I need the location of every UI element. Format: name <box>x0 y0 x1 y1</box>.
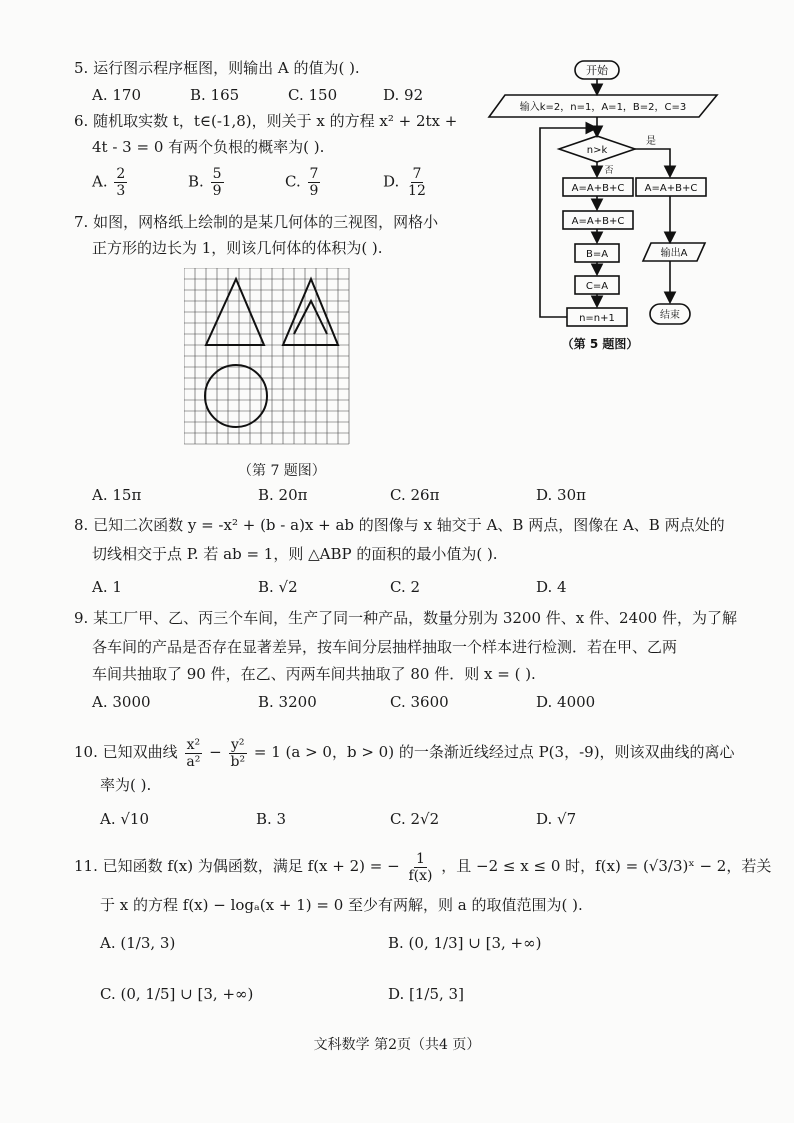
q10-option-d: D. √7 <box>536 810 577 828</box>
q9-option-a: A. 3000 <box>92 693 151 711</box>
grid-lines <box>184 268 349 444</box>
flowchart-step4-text: C=A <box>585 281 609 292</box>
flowchart-caption: （第 5 题图） <box>561 337 639 351</box>
question-10-stem-line2: 率为( ). <box>100 776 152 794</box>
question-8-stem-line1: 8. 已知二次函数 y = -x² + (b - a)x + ab 的图像与 x 轴交于 A、B 两点，图像在 A、B 两点处的 <box>74 516 725 534</box>
flowchart-input-text: 输入k=2，n=1，A=1，B=2，C=3 <box>519 102 687 113</box>
q5-option-a: A. 170 <box>92 86 141 104</box>
q10-option-a: A. √10 <box>100 810 150 828</box>
q10-option-c: C. 2√2 <box>390 810 440 828</box>
question-9-stem-line2: 各车间的产品是否存在显著差异，按车间分层抽样抽取一个样本进行检测．若在甲、乙两 <box>92 638 678 656</box>
flowchart-step2-text: A=A+B+C <box>571 216 625 227</box>
page-footer: 文科数学 第2页（共4 页） <box>313 1037 481 1053</box>
flowchart-output-text: 输出A <box>660 248 688 259</box>
q7-option-c: C. 26π <box>390 486 440 504</box>
flowchart-step1-text: A=A+B+C <box>571 183 625 194</box>
q7-option-b: B. 20π <box>258 486 308 504</box>
q10-option-b: B. 3 <box>256 810 287 828</box>
q7-option-d: D. 30π <box>536 486 586 504</box>
question-7-stem-line2: 正方形的边长为 1，则该几何体的体积为( ). <box>92 239 383 257</box>
question-8-stem-line2: 切线相交于点 P. 若 ab = 1，则 △ABP 的面积的最小值为( ). <box>92 545 498 563</box>
q9-option-d: D. 4000 <box>536 693 596 711</box>
question-11-stem-line2: 于 x 的方程 f(x) − logₐ(x + 1) = 0 至少有两解，则 a 的取值范围为( ). <box>100 896 583 914</box>
question-6-stem-line1: 6. 随机取实数 t，t∈(-1,8)，则关于 x 的方程 x² + 2tx + <box>74 112 458 130</box>
q6-option-d: D. $\frac{7}{12}$ <box>383 166 426 199</box>
flowchart-yes-step-text: A=A+B+C <box>644 183 698 194</box>
q5-option-b: B. 165 <box>190 86 240 104</box>
question-5-stem: 5. 运行图示程序框图，则输出 A 的值为( ). <box>74 59 360 77</box>
q5-option-c: C. 150 <box>288 86 338 104</box>
q8-option-b: B. √2 <box>258 578 298 596</box>
q9-option-c: C. 3600 <box>390 693 449 711</box>
question-7-stem-line1: 7. 如图，网格纸上绘制的是某几何体的三视图，网格小 <box>74 213 439 231</box>
q11-option-d: D. [1/5, 3] <box>388 985 464 1003</box>
q11-option-b: B. (0, 1/3] ∪ [3, +∞) <box>388 934 542 952</box>
question-6-stem-line2: 4t - 3 = 0 有两个负根的概率为( ). <box>92 138 325 156</box>
q8-option-d: D. 4 <box>536 578 567 596</box>
question-9-stem-line3: 车间共抽取了 90 件，在乙、丙两车间共抽取了 80 件．则 x = ( ). <box>92 665 536 683</box>
flowchart-no-label: 否 <box>604 166 614 176</box>
flowchart-end-text: 结束 <box>660 310 680 321</box>
q8-option-c: C. 2 <box>390 578 421 596</box>
q6-option-b: B. $\frac{5}{9}$ <box>188 166 222 199</box>
q11-option-a: A. (1/3, 3) <box>100 934 176 952</box>
q11-option-c: C. (0, 1/5] ∪ [3, +∞) <box>100 985 254 1003</box>
q9-option-b: B. 3200 <box>258 693 317 711</box>
top-view-circle <box>205 365 267 427</box>
q7-option-a: A. 15π <box>92 486 142 504</box>
question-11-stem-line1: 11. 已知函数 f(x) 为偶函数，满足 f(x + 2) = − $\frac{1}{f(x)}$ ，且 −2 ≤ x ≤ 0 时，f(x) = (√3/3)ˣ − 2，若关 <box>74 850 772 884</box>
flowchart-figure <box>485 55 725 360</box>
q6-option-a: A. $\frac{2}{3}$ <box>92 166 126 199</box>
q5-option-d: D. 92 <box>383 86 424 104</box>
flowchart-condition-text: n>k <box>586 145 608 156</box>
question-10-stem-line1: 10. 已知双曲线 $\frac{\text{x²}}{\text{a²}}$ − $\frac{\text{y²}}{\text{b²}}$ = 1 (a > 0，b > 0) 的一条渐近线经过点 P(3，-9)，则该双曲线的离心 <box>74 736 735 770</box>
flowchart-step5-text: n=n+1 <box>579 313 615 324</box>
flowchart-step3-text: B=A <box>585 249 609 260</box>
figure-7-caption: （第 7 题图） <box>238 463 326 479</box>
flowchart-yes-label: 是 <box>646 136 656 147</box>
question-9-stem-line1: 9. 某工厂甲、乙、丙三个车间，生产了同一种产品，数量分别为 3200 件、x 件、2400 件，为了解 <box>74 609 737 627</box>
q8-option-a: A. 1 <box>92 578 122 596</box>
three-view-figure <box>184 268 354 448</box>
q6-option-c: C. $\frac{7}{9}$ <box>285 166 319 199</box>
flowchart-start-text: 开始 <box>586 64 608 77</box>
